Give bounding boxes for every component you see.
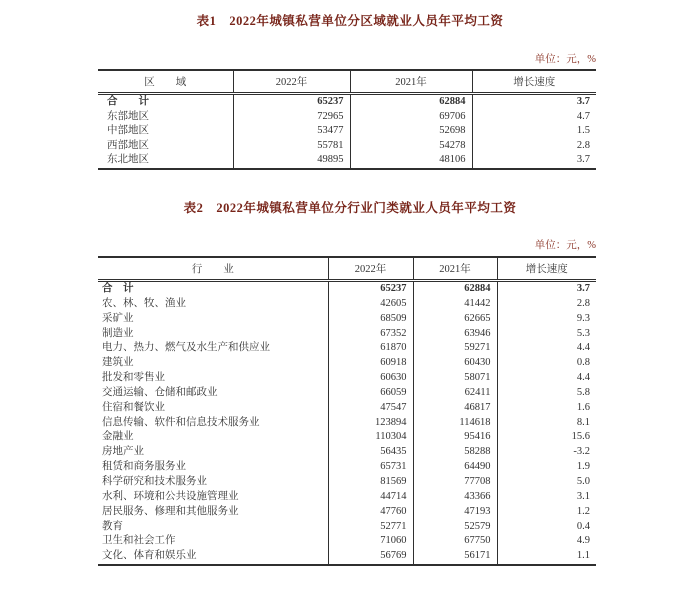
row-label: 电力、热力、燃气及水生产和供应业 [102,342,270,354]
row-value: 43366 [413,490,497,505]
table1-column-header-2022: 2022年 [233,70,350,94]
table2-column-header-2021: 2021年 [413,257,497,281]
table1-header-row [98,70,596,94]
row-value: 5.8 [497,386,596,401]
row-value: 1.2 [497,505,596,520]
row-value: 68509 [328,312,413,327]
row-label: 采矿业 [102,312,134,324]
table1-column-header-growth: 增长速度 [472,70,596,94]
row-value: 67750 [413,534,497,549]
table-row [98,341,596,356]
row-value: 4.7 [472,110,596,125]
table2-column-header-industry: 行 业 [98,257,328,281]
row-label: 房地产业 [102,446,144,458]
row-value: 54278 [350,139,472,154]
row-value: 52698 [350,124,472,139]
table1-unit-label: 单位：元，% [534,54,596,65]
row-label: 建筑业 [102,357,134,369]
row-label: 信息传输、软件和信息技术服务业 [102,416,260,428]
table-row [98,356,596,371]
row-value: 5.3 [497,327,596,342]
table1-caption: 表1 2022年城镇私营单位分区域就业人员年平均工资 [196,14,504,28]
row-value: 71060 [328,534,413,549]
row-value: 60918 [328,356,413,371]
row-value: 2.8 [497,297,596,312]
table-row [98,124,596,139]
row-value: 110304 [328,430,413,445]
table-row [98,153,596,169]
table-row [98,445,596,460]
row-value: 0.8 [497,356,596,371]
row-label: 教育 [102,520,123,532]
row-value: 114618 [413,416,497,431]
row-label: 东北地区 [107,154,149,166]
row-value: 0.4 [497,520,596,535]
row-value: 65731 [328,460,413,475]
row-value: 4.9 [497,534,596,549]
row-value: 62411 [413,386,497,401]
table-row [98,520,596,535]
row-value: 2.8 [472,139,596,154]
row-value: 66059 [328,386,413,401]
row-label: 居民服务、修理和其他服务业 [102,505,239,517]
table-row [98,416,596,431]
row-label: 农、林、牧、渔业 [102,297,186,309]
row-value: 49895 [233,153,350,169]
table-row [98,490,596,505]
row-label: 科学研究和技术服务业 [102,475,207,487]
row-value: 81569 [328,475,413,490]
row-value: 62665 [413,312,497,327]
table-row [98,312,596,327]
row-value: 58288 [413,445,497,460]
row-value: 59271 [413,341,497,356]
row-value: 60430 [413,356,497,371]
row-value: 64490 [413,460,497,475]
row-value: 9.3 [497,312,596,327]
row-label: 卫生和社会工作 [102,535,176,547]
row-value: 47193 [413,505,497,520]
row-value: -3.2 [497,445,596,460]
row-value: 69706 [350,110,472,125]
row-label: 东部地区 [107,110,149,122]
table2-column-header-2022: 2022年 [328,257,413,281]
row-value: 67352 [328,327,413,342]
row-value: 4.4 [497,341,596,356]
row-value: 1.6 [497,401,596,416]
row-label: 合 计 [107,96,149,107]
table-row [98,460,596,475]
row-label: 合 计 [102,283,134,294]
table1-column-header-region: 区 域 [98,70,233,94]
table-row [98,297,596,312]
row-value: 1.5 [472,124,596,139]
table-row [98,386,596,401]
row-label: 金融业 [102,431,134,443]
table-row [98,327,596,342]
row-label: 批发和零售业 [102,372,165,384]
table-row [98,139,596,154]
row-label: 西部地区 [107,139,149,151]
row-value: 123894 [328,416,413,431]
table-row [98,505,596,520]
row-value: 56171 [413,549,497,565]
row-value: 65237 [328,281,413,297]
row-value: 8.1 [497,416,596,431]
table-row [98,110,596,125]
row-value: 65237 [233,94,350,110]
table-row [98,281,596,297]
row-value: 47547 [328,401,413,416]
row-value: 41442 [413,297,497,312]
row-value: 53477 [233,124,350,139]
row-value: 56435 [328,445,413,460]
row-value: 44714 [328,490,413,505]
row-value: 3.7 [497,281,596,297]
row-value: 58071 [413,371,497,386]
row-label: 租赁和商务服务业 [102,461,186,473]
row-value: 72965 [233,110,350,125]
row-label: 中部地区 [107,125,149,137]
row-label: 制造业 [102,327,134,339]
table1-column-header-2021: 2021年 [350,70,472,94]
table2-header-row [98,257,596,281]
table-row [98,549,596,565]
table2-unit-label: 单位：元，% [534,240,596,251]
row-value: 95416 [413,430,497,445]
table1-region-wages [98,69,596,170]
row-value: 52579 [413,520,497,535]
table2-column-header-growth: 增长速度 [497,257,596,281]
row-value: 1.1 [497,549,596,565]
row-value: 77708 [413,475,497,490]
table2-caption: 表2 2022年城镇私营单位分行业门类就业人员年平均工资 [183,201,517,215]
row-label: 住宿和餐饮业 [102,401,165,413]
table-row [98,475,596,490]
row-value: 3.1 [497,490,596,505]
row-value: 62884 [413,281,497,297]
row-value: 1.9 [497,460,596,475]
table-row [98,94,596,110]
row-value: 15.6 [497,430,596,445]
row-value: 63946 [413,327,497,342]
row-value: 3.7 [472,153,596,169]
row-value: 46817 [413,401,497,416]
row-value: 52771 [328,520,413,535]
row-label: 交通运输、仓储和邮政业 [102,386,218,398]
table-row [98,534,596,549]
row-value: 5.0 [497,475,596,490]
table-row [98,371,596,386]
row-value: 48106 [350,153,472,169]
row-value: 62884 [350,94,472,110]
table2-industry-wages [98,256,596,566]
row-value: 42605 [328,297,413,312]
row-value: 60630 [328,371,413,386]
table-row [98,430,596,445]
row-value: 4.4 [497,371,596,386]
row-value: 3.7 [472,94,596,110]
row-label: 文化、体育和娱乐业 [102,550,197,562]
row-label: 水利、环境和公共设施管理业 [102,490,239,502]
row-value: 47760 [328,505,413,520]
row-value: 55781 [233,139,350,154]
table-row [98,401,596,416]
row-value: 56769 [328,549,413,565]
row-value: 61870 [328,341,413,356]
